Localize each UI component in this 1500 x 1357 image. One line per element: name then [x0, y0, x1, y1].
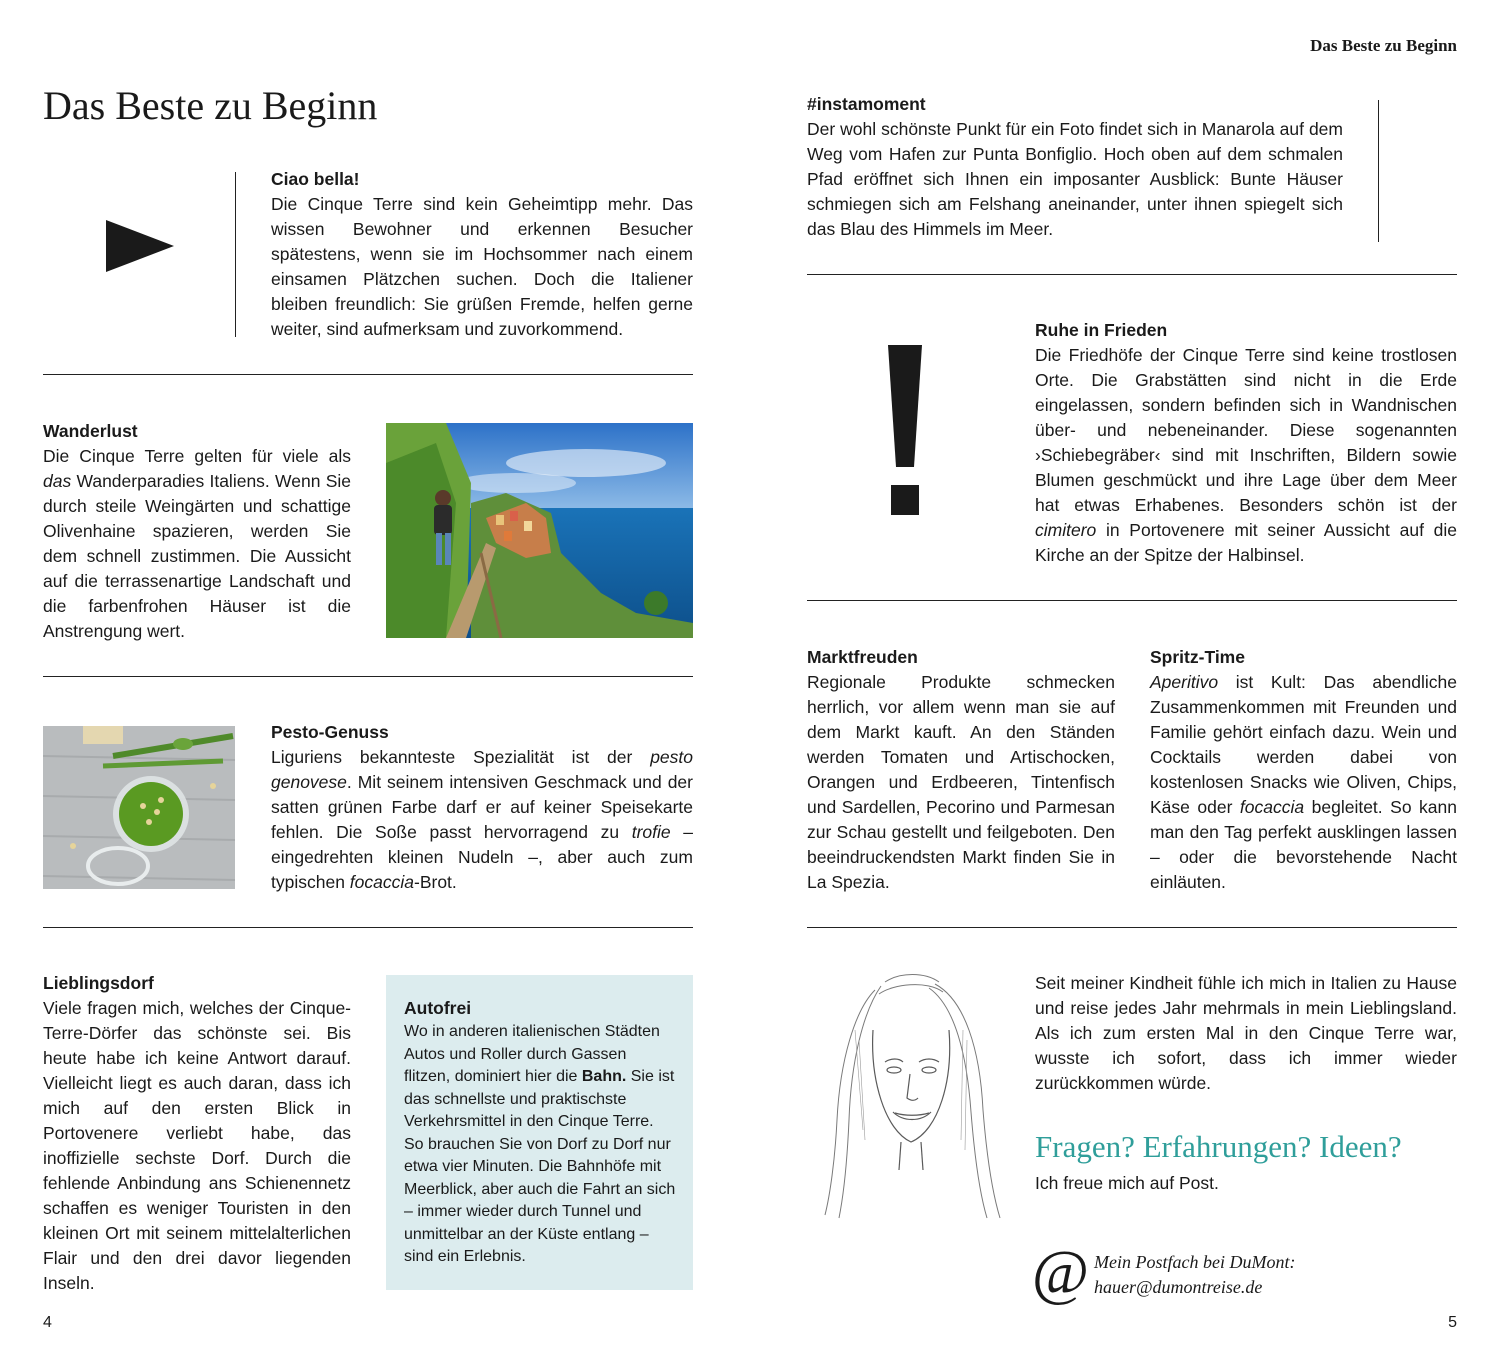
pesto-text-b: . Mit seinem intensiven Geschmack und der satten grünen Farbe darf er auf keiner Speisekarte fehlen. Die Soße passt hervorragend zu [271, 772, 693, 842]
pesto-text-a: Liguriens bekannteste Spezialität ist der [271, 747, 651, 767]
email-link[interactable]: hauer@dumontreise.de [1094, 1277, 1263, 1297]
autofrei-title: Autofrei [404, 998, 472, 1018]
author-portrait-sketch [815, 970, 1005, 1220]
markt-section [807, 645, 1115, 895]
pesto-text-c: – eingedrehten kleinen Nudeln –, aber auch zum typischen [271, 822, 693, 892]
autofrei-section [404, 996, 676, 1269]
markt-text: Regionale Produkte schmecken herrlich, vor allem wenn man sie auf dem Markt kauft. An den Ständen werden Tomaten und Artischocken, Orangen und Erdbeeren, Tintenfisch und Sardellen, Pecorino und Parmesan zur Schau gestellt und feilgeboten. Den beeindruckendsten Markt finden Sie in La Spezia. [807, 672, 1115, 892]
ciao-title: Ciao bella! [271, 169, 360, 189]
ruhe-section [1035, 318, 1457, 568]
divider [807, 274, 1457, 275]
running-header: Das Beste zu Beginn [1310, 36, 1457, 55]
wanderlust-text-a: Die Cinque Terre gelten für viele als [43, 446, 351, 466]
pesto-text-em-a: pesto genovese [271, 747, 693, 792]
lieblingsdorf-section [43, 971, 351, 1296]
cta-text: Ich freue mich auf Post. [1035, 1173, 1219, 1193]
ciao-text: Die Cinque Terre sind kein Geheimtipp mehr. Das wissen Bewohner und erkennen Besucher spätestens, wenn sie im Hochsommer nach einem einsamen Plätzchen suchen. Doch die Italiener bleiben freundlich: Sie grüßen Fremde, helfen gerne weiter, sind aufmerksam und zuvorkommend. [271, 194, 693, 339]
autofrei-text-a: Wo in anderen italienischen Städten Autos und Roller durch Gassen flitzen, dominiert hier die [404, 1023, 660, 1085]
divider [807, 927, 1457, 928]
divider [43, 676, 693, 677]
spritz-text-em-b: focaccia [1239, 797, 1305, 817]
page-title: Das Beste zu Beginn [43, 83, 378, 128]
spritz-section [1150, 645, 1457, 895]
pesto-text-em-c: focaccia [349, 872, 414, 892]
hiker-coast-photo [386, 423, 693, 638]
pesto-jar-photo [43, 726, 235, 889]
mailbox-label: Mein Postfach bei DuMont: [1094, 1252, 1296, 1272]
divider [43, 374, 693, 375]
ruhe-text-b: in Portovenere mit seiner Aussicht auf die Kirche an der Spitze der Halbinsel. [1035, 520, 1457, 565]
lieblingsdorf-title: Lieblingsdorf [43, 973, 154, 993]
pesto-title: Pesto-Genuss [271, 722, 389, 742]
autofrei-text-b: Sie ist das schnellste und praktischste Verkehrsmittel in den Cinque Terre. So brauchen Sie von Dorf zu Dorf nur etwa vier Minuten. Die Bahnhöfe mit Meerblick, aber auch die Fahrt an sich – immer wieder durch Tunnel und unmittelbar an der Küste entlang – sind ein Erlebnis. [404, 1068, 676, 1265]
page-number-left: 4 [43, 1314, 52, 1331]
cta-heading: Fragen? Erfahrungen? Ideen? [1035, 1129, 1402, 1164]
pesto-text-em-b: trofie [631, 822, 671, 842]
at-icon: @ [1032, 1239, 1090, 1307]
instamoment-section [807, 92, 1343, 242]
wanderlust-text-em: das [43, 471, 72, 491]
spritz-text-em-a: Aperitivo [1150, 672, 1219, 692]
instamoment-title: #instamoment [807, 94, 926, 114]
autofrei-text-bold: Bahn. [581, 1068, 627, 1085]
spritz-text-b: begleitet. So kann man den Tag perfekt ausklingen lassen – oder die bevorstehende Nacht einläuten. [1150, 797, 1458, 892]
wanderlust-text-b: Wanderparadies Italiens. Wenn Sie durch steile Weingärten und schattige Olivenhaine spazieren, werden Sie dem schnell zustimmen. Die Aussicht auf die terrassenartige Landschaft und die farbenfrohen Häuser ist die Anstrengung wert. [43, 471, 351, 641]
lieblingsdorf-text: Viele fragen mich, welches der Cinque-Terre-Dörfer das schönste sei. Bis heute habe ich keine Antwort darauf. Vielleicht liegt es auch daran, dass ich mich auf den ersten Blick in Portovenere verliebt habe, das inoffizielle sechste Dorf. Durch die fehlende Anbindung ans Schienennetz schaffen es weniger Touristen in den kleinen Ort mit seinem mittelalterlichen Flair und den drei davor liegenden Inseln. [43, 998, 351, 1293]
markt-title: Marktfreuden [807, 647, 918, 667]
wanderlust-section [43, 419, 351, 644]
exclamation-icon [884, 345, 926, 517]
ruhe-text-em: cimitero [1035, 520, 1097, 540]
pesto-text-d: -Brot. [414, 872, 457, 892]
ciao-divider [235, 172, 236, 337]
divider [807, 600, 1457, 601]
wanderlust-title: Wanderlust [43, 421, 138, 441]
spritz-title: Spritz-Time [1150, 647, 1245, 667]
pesto-section [271, 720, 693, 895]
author-intro: Seit meiner Kindheit fühle ich mich in Italien zu Hause und reise jedes Jahr mehrmals in mein Lieblingsland. Als ich zum ersten Mal in den Cinque Terre war, wusste ich sofort, dass ich immer wieder zurückkommen würde. [1035, 973, 1457, 1093]
ruhe-text-a: Die Friedhöfe der Cinque Terre sind keine trostlosen Orte. Die Grabstätten sind nicht in die Erde eingelassen, sondern befinden sich in Wandnischen über- und nebeneinander. Diese sogenannten ›Schiebegräber‹ sind mit Inschriften, Bildern sowie Blumen geschmückt und ihre Lage über dem Meer hat etwas Erhabenes. Besonders schön ist der [1035, 345, 1457, 515]
ruhe-title: Ruhe in Frieden [1035, 320, 1168, 340]
instamoment-divider [1378, 100, 1379, 242]
mailbox-block [1094, 1250, 1295, 1300]
instamoment-text: Der wohl schönste Punkt für ein Foto findet sich in Manarola auf dem Weg vom Hafen zur Punta Bonfiglio. Hoch oben auf dem schmalen Pfad eröffnet sich Ihnen ein imposanter Ausblick: Bunte Häuser schmiegen sich am Felshang aneinander, unter ihnen spiegelt sich das Blau des Himmels im Meer. [807, 119, 1343, 239]
spritz-text-a: ist Kult: Das abendliche Zusammenkommen mit Freunden und Familie gehört einfach dazu. Wein und Cocktails werden dabei von kostenlosen Snacks wie Oliven, Chips, Käse oder [1150, 672, 1457, 817]
ciao-section [271, 167, 693, 342]
divider [43, 927, 693, 928]
page-number-right: 5 [1448, 1314, 1457, 1331]
play-triangle-icon [106, 220, 174, 272]
